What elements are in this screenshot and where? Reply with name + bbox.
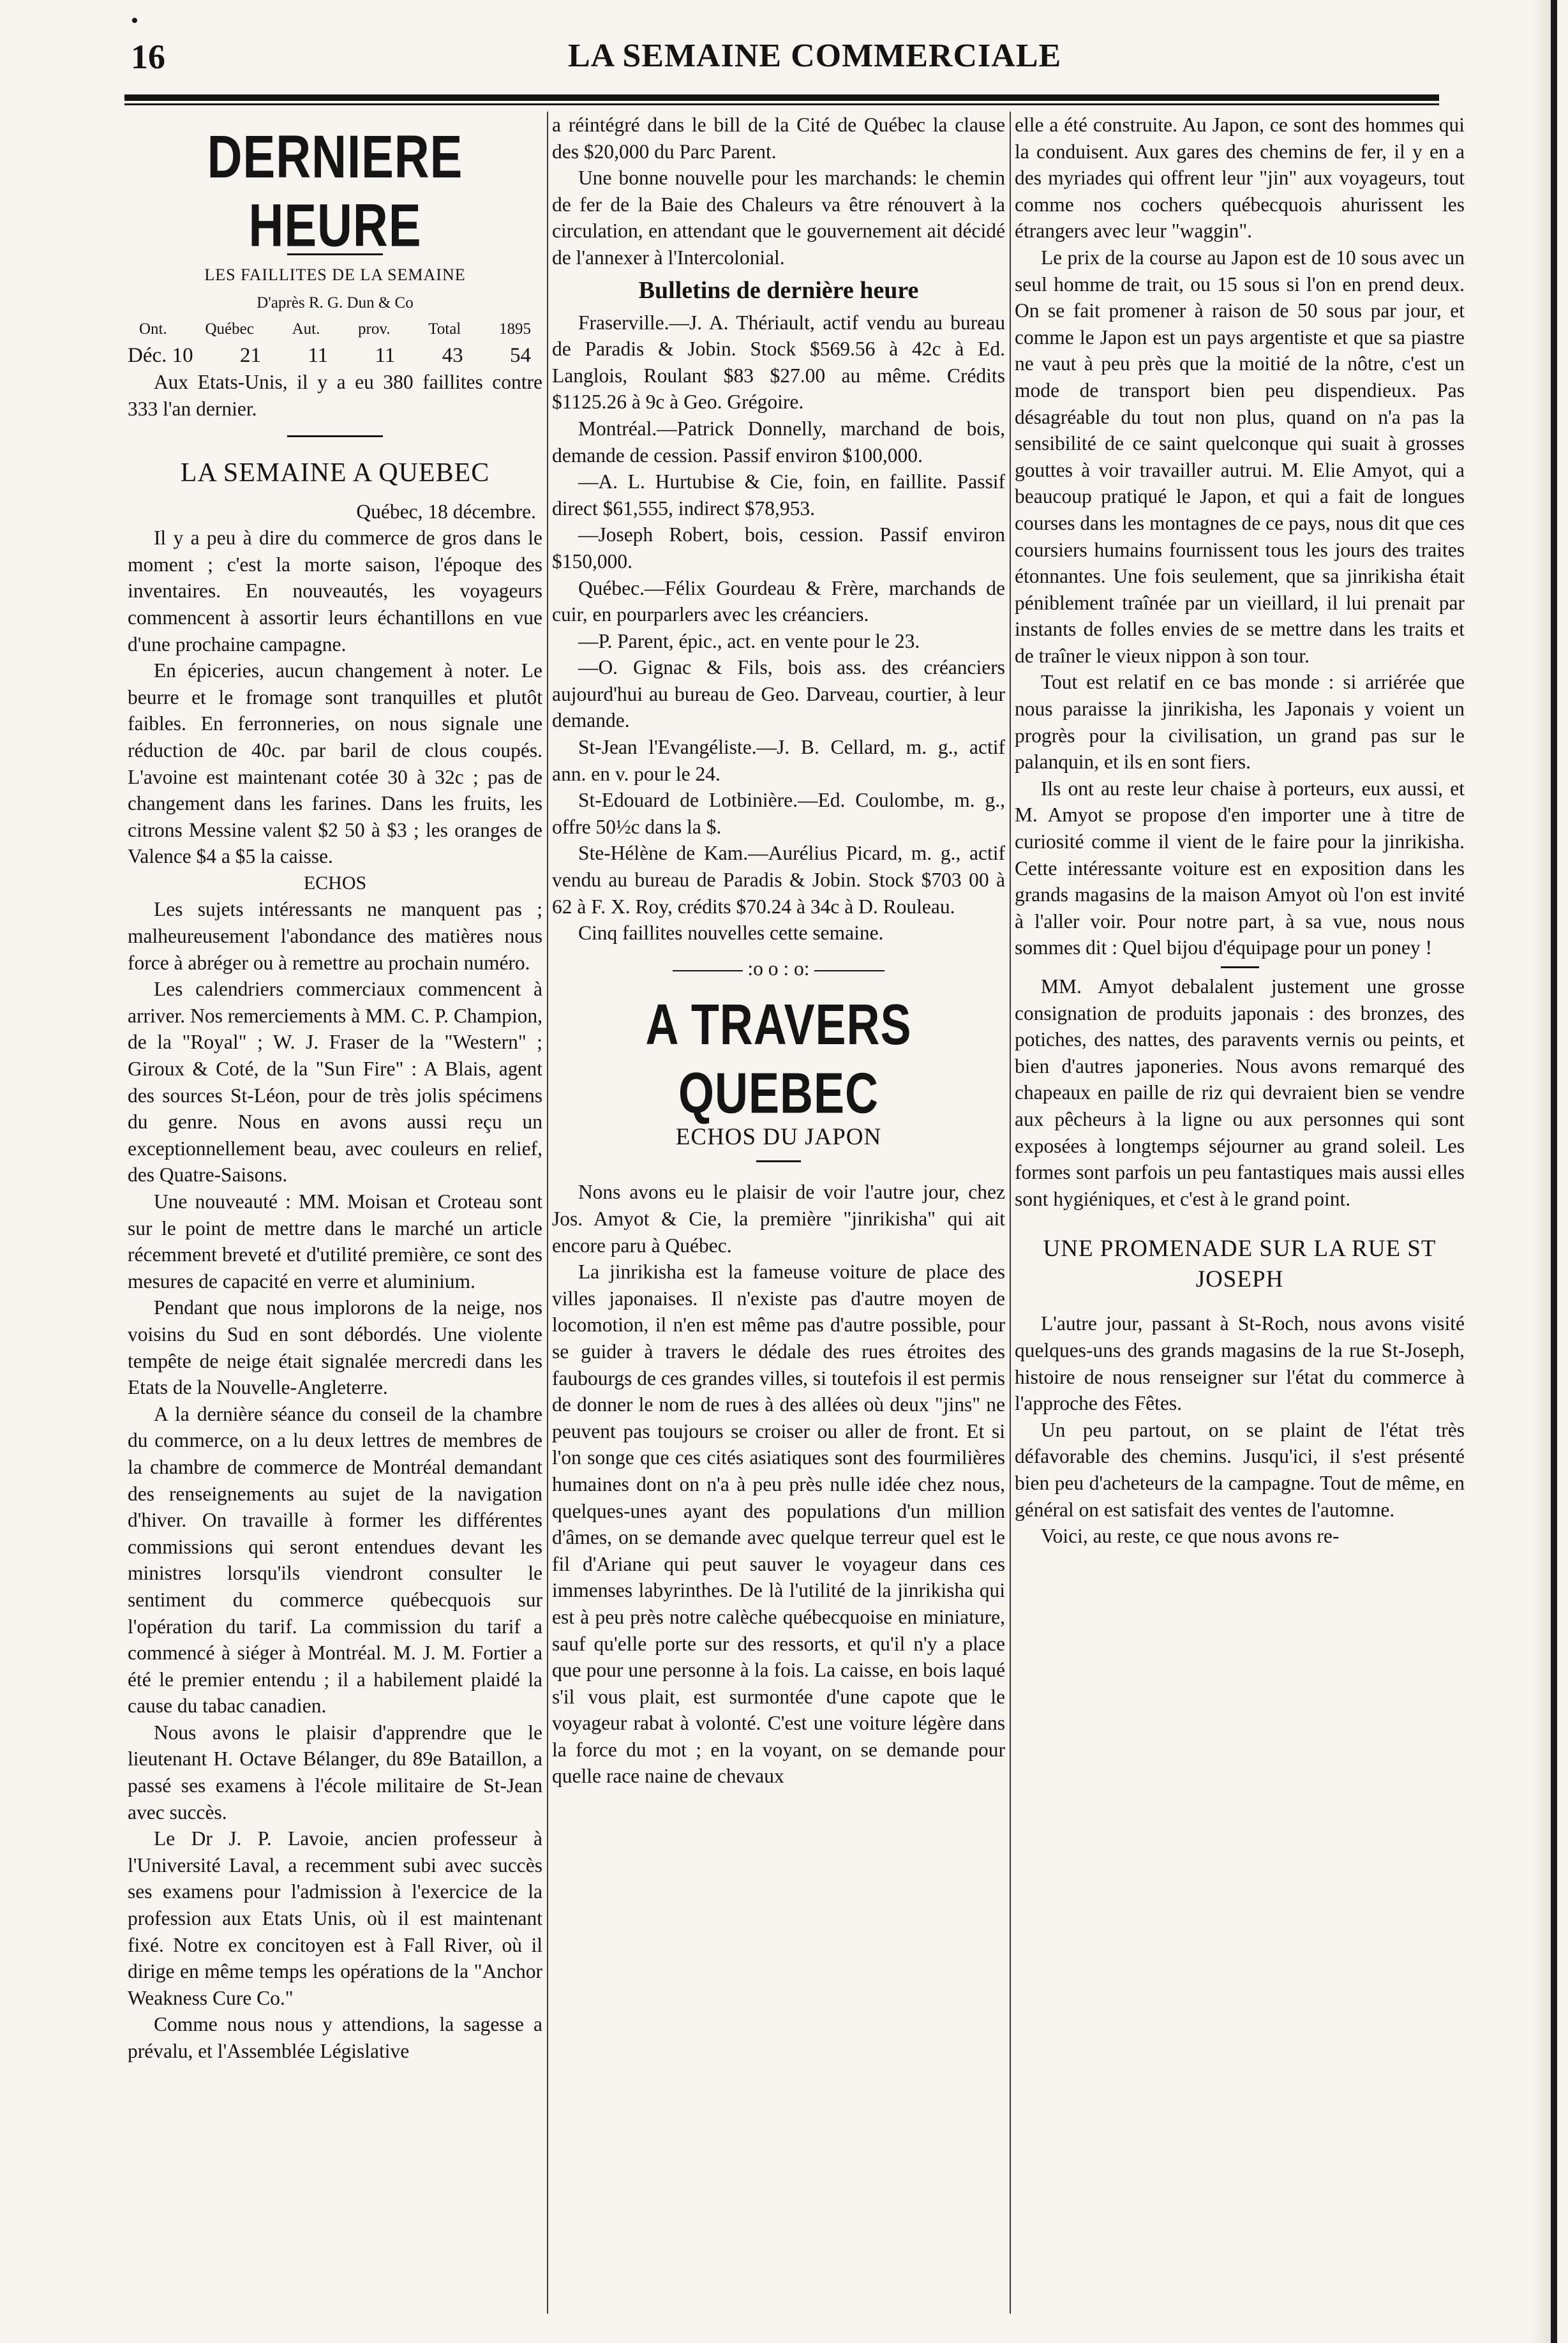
page-edge-shadow [1532, 0, 1551, 2343]
header-rule-thick [124, 94, 1439, 101]
promenade-heading: UNE PROMENADE SUR LA RUE ST JOSEPH [1043, 1236, 1437, 1293]
bulletin-item: Ste-Hélène de Kam.—Aurélius Picard, m. g., actif vendu au bureau de Paradis & Jobin. Stock $703 00 à 62 à F. X. Roy, crédits $70.24 à 34c à D. Rouleau. [552, 842, 1005, 918]
dateline: Québec, 18 décembre. [356, 500, 536, 523]
table-cell: 54 [510, 343, 531, 367]
paragraph: elle a été construite. Au Japon, ce sont des hommes qui la conduisent. Aux gares des chemins de fer, il y en a des myriades qui offrent leur "jin" aux voyageurs, tout comme nos cochers québecquois ahurissent les étrangers avec leur "waggin". [1015, 114, 1465, 243]
table-header-cell: Total [428, 320, 461, 338]
column-2 [552, 112, 1005, 2314]
bulletin-item: —A. L. Hurtubise & Cie, foin, en faillite. Passif direct $61,555, indirect $78,953. [552, 470, 1005, 520]
bulletin-item: Montréal.—Patrick Donnelly, marchand de bois, demande de cession. Passif environ $100,000. [552, 417, 1005, 467]
paragraph: Nous avons le plaisir d'apprendre que le lieutenant H. Octave Bélanger, du 89e Bataillon, a passé ses examens à l'école militaire de St-Jean avec succès. [128, 1721, 542, 1823]
paragraph: Une nouveauté : MM. Moisan et Croteau sont sur le point de mettre dans le marché un article récemment breveté et d'utilité première, ce sont des mesures de capacité en verre et aluminium. [128, 1190, 542, 1292]
faillites-heading: LES FAILLITES DE LA SEMAINE [204, 266, 466, 284]
table-cell: 11 [375, 343, 396, 367]
paragraph: Il y a peu à dire du commerce de gros dans le moment ; c'est la morte saison, l'époque des inventaires. En nouveautés, les voyageurs commencent à assortir leurs échantillons en vue d'une prochaine campagne. [128, 527, 542, 655]
paragraph: Pendant que nous implorons de la neige, nos voisins du Sud en sont débordés. Une violente tempête de neige était signalée mercredi dans les Etats de la Nouvelle-Angleterre. [128, 1296, 542, 1399]
column-rule [1010, 112, 1011, 2314]
separator-line [814, 970, 885, 971]
separator-line [673, 970, 743, 971]
table-cell: Déc. 10 [128, 343, 193, 367]
faillites-table-row [128, 343, 542, 370]
faillites-source: D'après R. G. Dun & Co [257, 294, 414, 311]
table-cell: 43 [442, 343, 463, 367]
paragraph: Ils ont au reste leur chaise à porteurs, eux aussi, et M. Amyot se propose d'en importer une à titre de curiosité comme il vient de le faire pour la jinrikisha. Cette intéressante voiture est en exposition dans les grands magasins de la maison Amyot où l'on est invité à l'aller voir. Pour notre part, à sa vue, nous nous sommes dit : Quel bijou d'équipage pour un poney ! [1015, 777, 1465, 959]
bulletin-item: —O. Gignac & Fils, bois ass. des créanciers aujourd'hui au bureau de Geo. Darveau, courtier, à leur demande. [552, 656, 1005, 732]
paragraph: Un peu partout, on se plaint de l'état très défavorable des chemins. Jusqu'ici, il s'est présenté bien peu d'acheteurs de la campagne. Tout de même, en général on est satisfait des ventes de l'automne. [1015, 1418, 1465, 1521]
bulletin-item: —P. Parent, épic., act. en vente pour le 23. [578, 629, 920, 652]
echos-heading: ECHOS [303, 872, 367, 894]
paragraph: Une bonne nouvelle pour les marchands: le chemin de fer de la Baie des Chaleurs va être rénouvert à la circulation, en attendant que le gouvernement ait décidé de l'annexer à l'Intercolonial. [552, 167, 1005, 269]
table-header-cell: Aut. [292, 320, 320, 338]
faillites-table-header [128, 316, 542, 343]
bulletins-heading: Bulletins de dernière heure [638, 276, 919, 304]
table-cell: 21 [240, 343, 261, 367]
table-header-cell: prov. [358, 320, 391, 338]
column-rule [547, 112, 548, 2314]
header-rule-thin [124, 103, 1439, 105]
column-1 [128, 112, 542, 2314]
paragraph: Le Dr J. P. Lavoie, ancien professeur à l'Université Laval, a recemment subi avec succès ses examens pour l'admission à l'exercice de la profession aux Etats Unis, où il est maintenant fixé. Notre ex concitoyen est à Fall River, où il dirige en même temps les opérations de la "Anchor Weakness Cure Co." [128, 1827, 542, 2009]
table-cell: 11 [308, 343, 329, 367]
table-header-cell: 1895 [498, 320, 531, 338]
bulletin-item: Québec.—Félix Gourdeau & Frère, marchands de cuir, en pourparlers avec les créanciers. [552, 576, 1005, 626]
divider [756, 1160, 801, 1162]
paragraph: Comme nous nous y attendions, la sagesse a prévalu, et l'Assemblée Législative [128, 2013, 542, 2062]
paragraph: Le prix de la course au Japon est de 10 sous avec un seul homme de trait, ou 15 sous si l'on en prend deux. On se fait promener à raison de 50 sous par jour, et comme le Japon est un pays argentiste et que sa piastre ne vaut à peu près que la moitié de la nôtre, c'est un mode de transport bien peu dispendieux. Pas désagréable du tout non plus, quand on n'a pas la sensibilité de ce saint quelconque qui suait à grosses gouttes à voir travailler autrui. M. Elie Amyot, qui a beaucoup pratiqué le Japon, et qui a fait de longues courses dans les montagnes de ce pays, nous dit que ces coursiers humains fournissent tous les jours des traites étonnantes. Une fois seulement, que sa jinrikisha était péniblement traînée par un vieillard, il lui prenait par instants de folles envies de se mettre dans les traits et de traîner le vieux nippon à son tour. [1015, 246, 1465, 667]
paragraph: En épiceries, aucun changement à noter. Le beurre et le fromage sont tranquilles et plutôt faibles. En ferronneries, on nous signale une réduction de 40c. par baril de clous coupés. L'avoine est maintenant cotée 30 à 32c ; pas de changement dans les farines. Dans les fruits, les citrons Messine valent $2 50 à $3 ; les oranges de Valence $4 a $5 la caisse. [128, 659, 542, 868]
paragraph: Les calendriers commerciaux commencent à arriver. Nos remerciements à MM. C. P. Champion, de la "Royal" ; W. J. Fraser de la "Western" ; Giroux & Coté, de la "Sun Fire" : A Blais, agent des sources St-Léon, pour de très jolis spécimens du genre. Nous en avons aussi reçu un exceptionnellement beau, avec couleurs en relief, des Quatre-Saisons. [128, 978, 542, 1186]
paragraph: MM. Amyot debalalent justement une grosse consignation de produits japonais : des bronzes, des potiches, des nattes, des paravents vernis ou peints, et bien d'autres japoneries. Nous avons remarqué des chapeaux en paille de riz qui devraient bien se vendre aux pêcheurs à la ligne ou aux personnes qui sont exposées à longtemps séjourner au grand soleil. Les formes sont parfois un peu fantastiques mais aussi elles sont hygiéniques, et c'est à le grand point. [1015, 975, 1465, 1210]
table-header-cell: Ont. [139, 320, 167, 338]
paragraph: Voici, au reste, ce que nous avons re- [1040, 1525, 1340, 1548]
paragraph: Les sujets intéressants ne manquent pas ; malheureusement l'abondance des matières nous force à abréger ou à remettre au prochain numéro. [128, 898, 542, 974]
separator-ornament [552, 955, 1005, 982]
separator-text: :o o : o: [747, 957, 810, 980]
column-3 [1015, 112, 1465, 2314]
page-mark: • [131, 9, 138, 33]
section-title-a-travers-quebec: A TRAVERS QUEBEC [645, 993, 912, 1126]
section-title-derniere-heure: DERNIERE HEURE [207, 123, 463, 260]
page-edge [1551, 0, 1557, 2343]
paragraph: Nons avons eu le plaisir de voir l'autre jour, chez Jos. Amyot & Cie, la première "jinrikisha" qui ait encore paru à Québec. [552, 1181, 1005, 1257]
section-title-semaine-quebec: LA SEMAINE A QUEBEC [180, 458, 490, 488]
bulletin-item: Cinq faillites nouvelles cette semaine. [578, 922, 884, 945]
bulletin-item: Fraserville.—J. A. Thériault, actif vendu au bureau de Paradis & Jobin. Stock $569.56 à 42c à Ed. Langlois, Roulant $83 $27.00 au même. Crédits $1125.26 à 9c à Geo. Grégoire. [552, 311, 1005, 414]
running-title: LA SEMAINE COMMERCIALE [568, 38, 1062, 74]
paragraph: a réintégré dans le bill de la Cité de Québec la clause des $20,000 du Parc Parent. [552, 114, 1005, 163]
bulletin-item: St-Edouard de Lotbinière.—Ed. Coulombe, m. g., offre 50½c dans la $. [552, 789, 1005, 838]
bulletin-item: St-Jean l'Evangéliste.—J. B. Cellard, m. g., actif ann. en v. pour le 24. [552, 736, 1005, 785]
paragraph: A la dernière séance du conseil de la chambre du commerce, on a lu deux lettres de membres de la chambre de commerce de Montréal demandant des renseignements au sujet de la navigation d'hiver. On travaille à former les différentes commissions qui seront entendues devant les ministres lorsqu'ils viendront consulter le sentiment du commerce québecquois sur l'opération du tarif. La commission du tarif a commencé à siéger à Montréal. M. J. M. Fortier a été le premier entendu ; il a habilement plaidé la cause du tabac canadien. [128, 1402, 542, 1718]
divider [1221, 966, 1259, 968]
divider [287, 435, 383, 437]
paragraph: L'autre jour, passant à St-Roch, nous avons visité quelques-uns des grands magasins de la rue St-Joseph, histoire de nous renseigner sur l'état du commerce à l'approche des Fêtes. [1015, 1312, 1465, 1415]
paragraph: Tout est relatif en ce bas monde : si arriérée que nous paraisse la jinrikisha, les Japonais y voient un progrès pour la civilisation, un grand pas sur le palanquin, et ils en sont fiers. [1015, 671, 1465, 774]
echos-du-japon-heading: ECHOS DU JAPON [675, 1124, 882, 1151]
paragraph: La jinrikisha est la fameuse voiture de place des villes japonaises. Il n'existe pas d'autre moyen de locomotion, il n'en est même pas d'autre possible, pour se guider à travers le dédale des rues étroites des faubourgs de ces grandes villes, si toutefois il est permis de donner le nom de rues à des allées où deux "jins" ne peuvent pas toujours se croiser ou aller de front. Et si l'on songe que ces cités asiatiques sont des fourmilières humaines dont on n'a à peu près nulle idée chez nous, quelques-unes ayant des populations d'un million d'âmes, on se demande avec quelque terreur quel est le fil d'Ariane qui peut sauver le voyageur dans ces immenses labyrinthes. De là l'utilité de la jinrikisha qui est à peu près notre calèche québecquoise en miniature, sauf qu'elle porte sur des ressorts, et qu'il n'y a place que pour une personne à la fois. La caisse, en bois laqué s'il vous plait, est surmontée d'une capote que le voyageur rabat à volonté. C'est une voiture légère dans la force du mot ; en la voyant, on se demande pour quelle race naine de chevaux [552, 1261, 1005, 1788]
bulletin-item: —Joseph Robert, bois, cession. Passif environ $150,000. [552, 523, 1005, 573]
page-number: 16 [131, 38, 165, 76]
table-header-cell: Québec [205, 320, 254, 338]
paragraph: Aux Etats-Unis, il y a eu 380 faillites contre 333 l'an dernier. [128, 371, 542, 420]
